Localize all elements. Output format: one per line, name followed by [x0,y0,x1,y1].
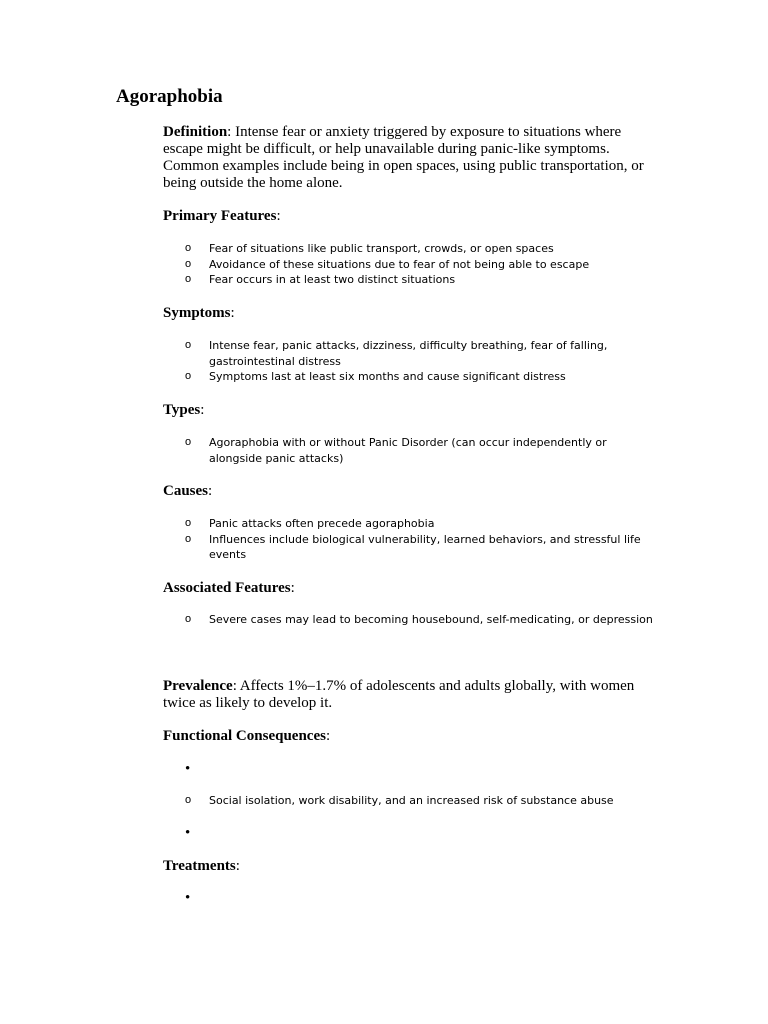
functional-consequences-sep: : [325,728,331,744]
symptoms-label: Symptoms [163,305,231,321]
list-item-text: Fear of situations like public transport, crowds, or open spaces [209,242,554,255]
list-marker: o [185,257,192,270]
treatments-label: Treatments [163,858,236,874]
functional-consequences-list [185,793,655,809]
associated-features-sep: : [290,580,295,596]
functional-consequences-label: Functional Consequences [163,728,326,744]
prevalence-label: Prevalence [163,678,233,694]
list-item-text: Agoraphobia with or without Panic Disorder (can occur independently or alongside panic attacks) [209,436,607,465]
primary-features-list [185,241,655,288]
list-item-text: Social isolation, work disability, and an increased risk of substance abuse [209,794,614,807]
associated-features-list [185,612,655,628]
associated-features-label: Associated Features [163,580,291,596]
symptoms-list [185,338,655,385]
empty-bullet: • [185,761,191,777]
treatments-sep: : [235,858,240,874]
list-item [185,241,655,257]
list-item [185,793,655,809]
causes-list [185,516,655,563]
document-title: Agoraphobia [116,86,223,107]
list-item-text: Panic attacks often precede agoraphobia [209,517,435,530]
types-heading [163,402,204,419]
list-item-text: Severe cases may lead to becoming housebound, self-medicating, or depression [209,613,653,626]
types-sep: : [200,402,205,418]
list-item [185,257,655,273]
list-item [185,612,655,628]
causes-label: Causes [163,483,209,499]
list-item-text: Symptoms last at least six months and cause significant distress [209,370,566,383]
causes-heading [163,483,212,500]
list-item [185,272,655,288]
list-marker: o [185,339,192,351]
definition-label: Definition [163,124,228,140]
list-item [185,435,655,466]
list-marker: o [185,436,192,448]
associated-features-heading [163,580,295,597]
functional-consequences-heading [163,728,330,745]
types-label: Types [163,402,201,418]
list-item [185,369,655,385]
causes-sep: : [208,483,213,499]
empty-bullet: • [185,890,191,906]
primary-features-sep: : [276,208,281,224]
list-marker: o [185,613,192,625]
list-marker: o [185,242,192,254]
symptoms-heading [163,305,235,322]
prevalence-paragraph [163,678,663,712]
primary-features-label: Primary Features [163,208,277,224]
list-marker: o [185,532,192,545]
definition-paragraph [163,124,663,192]
list-marker: o [185,273,192,285]
definition-sep: : [227,124,232,140]
list-item-text: Intense fear, panic attacks, dizziness, difficulty breathing, fear of falling, gastrointestinal distress [209,339,608,368]
empty-bullet: • [185,825,191,841]
treatments-heading [163,858,240,875]
list-item-text: Fear occurs in at least two distinct situations [209,273,456,286]
list-marker: o [185,794,192,806]
list-item [185,516,655,532]
list-item-text: Avoidance of these situations due to fear of not being able to escape [209,257,590,271]
types-list [185,435,655,466]
list-marker: o [185,370,192,382]
definition-text: Intense fear or anxiety triggered by exposure to situations where escape might be difficult, or help unavailable during panic-like symptoms. Common examples include being in open spaces, using public transportation, or being outside the home alone. [163,124,644,191]
prevalence-sep: : [232,678,237,694]
list-item [185,532,655,563]
list-marker: o [185,517,192,529]
list-item [185,338,655,369]
symptoms-sep: : [230,305,235,321]
prevalence-text: Affects 1%–1.7% of adolescents and adults globally, with women twice as likely to develop it. [163,678,635,711]
primary-features-heading [163,208,281,225]
list-item-text: Influences include biological vulnerability, learned behaviors, and stressful life events [209,532,641,561]
